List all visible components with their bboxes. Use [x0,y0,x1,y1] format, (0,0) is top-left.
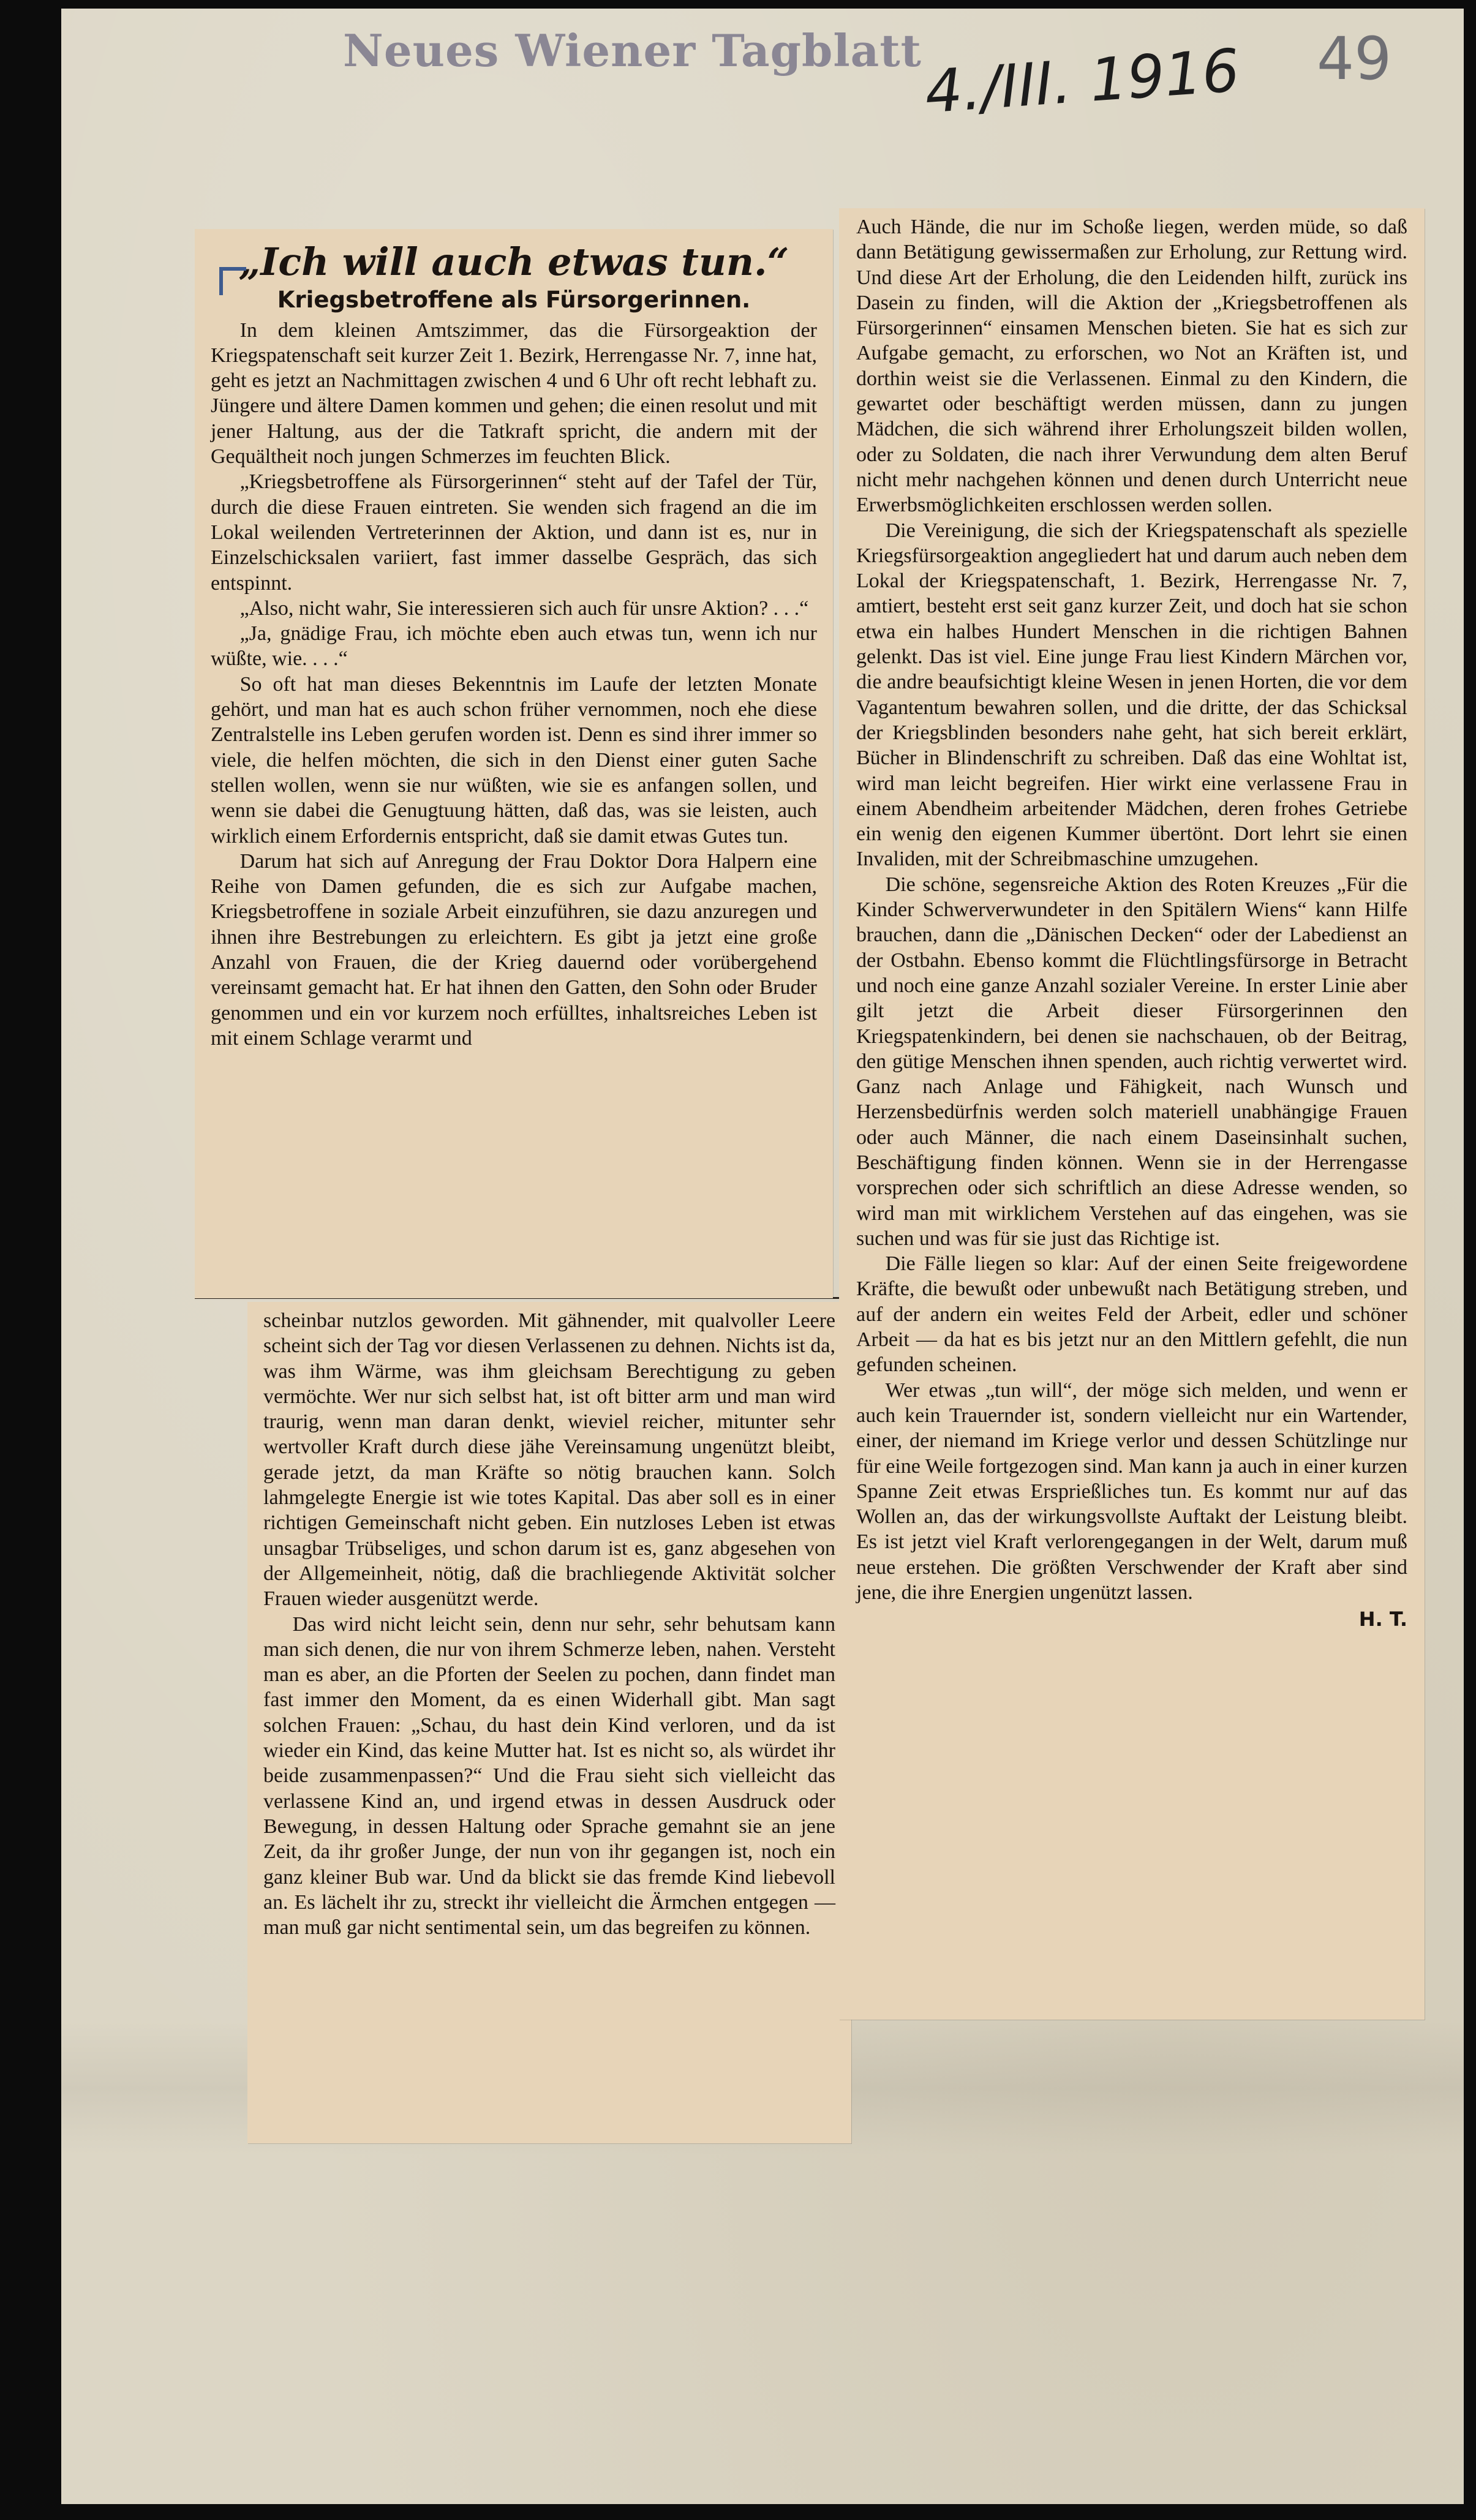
handwritten-date: 4./III. 1916 [922,36,1242,127]
paragraph: In dem kleinen Amtszimmer, das die Fürsorgeaktion der Kriegspatenschaft seit kurzer Zeit 1. Bezirk, Herrengasse Nr. 7, inne hat, geht es jetzt an Nachmittagen zwischen 4 und 6 Uhr oft recht lebhaft zu. Jüngere und ältere Damen kommen und gehen; die einen resolut und mit jener Haltung, aus der die Tatkraft spricht, die andern mit der Gequältheit noch jungen Schmerzes im feuchten Blick. [211,318,817,468]
paragraph: „Kriegsbetroffene als Fürsorgerinnen“ steht auf der Tafel der Tür, durch die diese Frauen eintreten. Sie wenden sich fragend an die im Lokal weilenden Vertreterinnen der Aktion, und dann ist es, nur in Einzelschicksalen variiert, fast immer dasselbe Gespräch, das sich entspinnt. [211,470,817,595]
page-number: 49 [1317,24,1392,93]
blue-corner-mark [219,267,246,295]
paragraph: Die Vereinigung, die sich der Kriegspatenschaft als spezielle Kriegsfürsorgeaktion angegliedert hat und darum auch neben dem Lokal der Kriegspatenschaft, 1. Bezirk, Herrengasse Nr. 7, amtiert, besteht erst seit ganz kurzer Zeit, und doch hat sie schon etwa ein halbes Hundert Menschen in die richtigen Bahnen gelenkt. Das ist viel. Eine junge Frau liest Kindern Märchen vor, die andre beaufsichtigt kleine Wesen in jenen Horten, die vor dem Vagantentum bewahren sollen, und die dritte, der das Schicksal der Kriegsblinden besonders nahe geht, hat sich bereit erklärt, Bücher in Blindenschrift zu schreiben. Daß das eine Wohltat ist, wird man leicht begreifen. Hier wirkt eine verlassene Frau in einem Abendheim arbeitender Mädchen, deren frohes Getriebe ein wenig den eigenen Kummer übertönt. Dort lehrt sie einen Invaliden, mit der Schreibmaschine umzugehen. [856,519,1407,871]
paragraph: Wer etwas „tun will“, der möge sich melden, und wenn er auch kein Trauernder ist, sondern vielleicht nur ein Wartender, einer, der niemand im Kriege verlor und dessen Schützlinge nur für eine Weile fortgezogen sind. Man kann ja auch in einer kurzen Spanne Zeit etwas Ersprießliches tun. Es kommt nur auf das Wollen an, das der wirkungsvollste Auftakt der Leistung bleibt. Es ist jetzt viel Kraft verlorengegangen in der Welt, darum muß neue erstehen. Die größten Verschwender der Kraft aber sind jene, die ihre Energien ungenützt lassen. [856,1378,1407,1604]
newspaper-stamp: Neues Wiener Tagblatt [343,24,922,77]
paragraph: Das wird nicht leicht sein, denn nur sehr, sehr behutsam kann man sich denen, die nur von ihrem Schmerze leben, nahen. Versteht man es aber, an die Pforten der Seelen zu pochen, dann findet man fast immer den Moment, da es einen Widerhall gibt. Man sagt solchen Frauen: „Schau, du hast dein Kind verloren, und da ist wieder ein Kind, das keine Mutter hat. Ist es nicht so, als würdet ihr beide zusammenpassen?“ Und die Frau sieht sich vielleicht das verlassene Kind an, und irgend etwas in dessen Ausdruck oder Bewegung, in dessen Haltung oder Sprache gemahnt sie an jene Zeit, da ihr großer Junge, der nun von ihr gegangen ist, noch ein ganz kleiner Bub war. Und da blickt sie das fremde Kind liebevoll an. Es lächelt ihr zu, streckt ihr vielleicht die Ärmchen entgegen — man muß gar nicht sentimental sein, um das begreifen zu können. [263,1612,835,1939]
paragraph: Die Fälle liegen so klar: Auf der einen Seite freigewordene Kräfte, die bewußt oder unbewußt nach Betätigung streben, und auf der andern ein weites Feld der Arbeit, edler und schöner Arbeit — da hat es bis jetzt nur an den Mittlern gefehlt, die nun gefunden scheinen. [856,1252,1407,1377]
paragraph: „Ja, gnädige Frau, ich möchte eben auch etwas tun, wenn ich nur wüßte, wie. . . .“ [211,622,817,671]
clipping-column-3 [839,208,1425,2020]
article-headline: „Ich will auch etwas tun.“ [238,239,789,284]
article-subheadline: Kriegsbetroffene als Fürsorgerinnen. [277,287,751,314]
paragraph: Die schöne, segensreiche Aktion des Roten Kreuzes „Für die Kinder Schwerverwundeter in den Spitälern Wiens“ kann Hilfe brauchen, dann die „Dänischen Decken“ oder der Labedienst an der Ostbahn. Ebenso kommt die Flüchtlingsfürsorge in Betracht und noch eine ganze Anzahl sozialer Vereine. In erster Linie aber gilt jetzt die Arbeit dieser Fürsorgerinnen den Kriegspatenkindern, bei denen sie nachschauen, ob der Beitrag, den gütige Menschen ihnen spenden, auch richtig verwertet wird. Ganz nach Anlage und Fähigkeit, nach Wunsch und Herzensbedürfnis werden solch materiell unabhängige Frauen oder auch Männer, die nach einem Daseinsinhalt suchen, Beschäftigung finden können. Wenn sie in der Herrengasse vorsprechen oder sich schriftlich an diese Adresse wenden, so wird man mit wirklichem Verstehen auf das eingehen, was sie suchen und was für sie just das Richtige ist. [856,873,1407,1250]
author-signature: H. T. [1358,1608,1407,1631]
paragraph: Darum hat sich auf Anregung der Frau Doktor Dora Halpern eine Reihe von Damen gefunden, die es sich zur Aufgabe machen, Kriegsbetroffene in soziale Arbeit einzuführen, sie dazu anzuregen und ihnen ihre Bestrebungen zu erleichtern. Es gibt ja jetzt eine große Anzahl von Frauen, die der Krieg dauernd oder vorübergehend vereinsamt gemacht hat. Er hat ihnen den Gatten, den Sohn oder Bruder genommen und ein vor kurzem noch erfülltes, inhaltsreiches Leben ist mit einem Schlage verarmt und [211,849,817,1050]
clipping-column-2 [247,1302,851,2143]
paragraph: scheinbar nutzlos geworden. Mit gähnender, mit qualvoller Leere scheint sich der Tag vor diesen Verlassenen zu dehnen. Nichts ist da, was ihm Wärme, was ihm gleichsam Berechtigung zu geben vermöchte. Wer nur sich selbst hat, ist oft bitter arm und man wird traurig, wenn man daran denkt, wieviel reicher, mitunter sehr wertvoller Kraft durch diese jähe Vereinsamung ungenützt bleibt, gerade jetzt, da man Kräfte so nötig brauchen kann. Solch lahmgelegte Energie ist wie totes Kapital. Das aber soll es in einer richtigen Gemeinschaft nicht geben. Ein nutzloses Leben ist etwas unsagbar Trübseliges, und schon darum ist es, ganz abgesehen von der Allgemeinheit, nötig, daß die brachliegende Aktivität solcher Frauen wieder ausgenützt werde. [263,1309,835,1611]
clipping-column-1 [195,229,833,1298]
paragraph: So oft hat man dieses Bekenntnis im Laufe der letzten Monate gehört, und man hat es auch schon früher vernommen, noch ehe diese Zentralstelle ins Leben gerufen worden ist. Denn es sind ihrer immer so viele, die helfen möchten, die sich in den Dienst einer guten Sache stellen wollen, wenn sie nur wüßten, wie sie es anfangen sollen, und wenn sie dabei die Genugtuung hätten, daß das, was sie leisten, auch wirklich einem Erfordernis entspricht, daß sie damit etwas Gutes tun. [211,672,817,848]
paragraph: Auch Hände, die nur im Schoße liegen, werden müde, so daß dann Betätigung gewissermaßen zur Erholung, zur Rettung wird. Und diese Art der Erholung, die den Leidenden hilft, zurück ins Dasein zu finden, will die Aktion der „Kriegsbetroffenen als Fürsorgerinnen“ einsamen Menschen bieten. Sie hat es sich zur Aufgabe gemacht, zu erforschen, wo Not an Kräften ist, und dorthin weist sie die Verlassenen. Einmal zu den Kindern, die gewartet oder beschäftigt werden müssen, dann zu jungen Mädchen, die sich während ihrer Erholungszeit bilden wollen, oder zu Soldaten, die nach ihrer Verwundung dem alten Beruf nicht mehr nachgehen können und denen durch Unterricht neue Erwerbsmöglichkeiten erschlossen werden sollen. [856,216,1407,517]
paragraph: „Also, nicht wahr, Sie interessieren sich auch für unsre Aktion? . . .“ [239,596,809,620]
